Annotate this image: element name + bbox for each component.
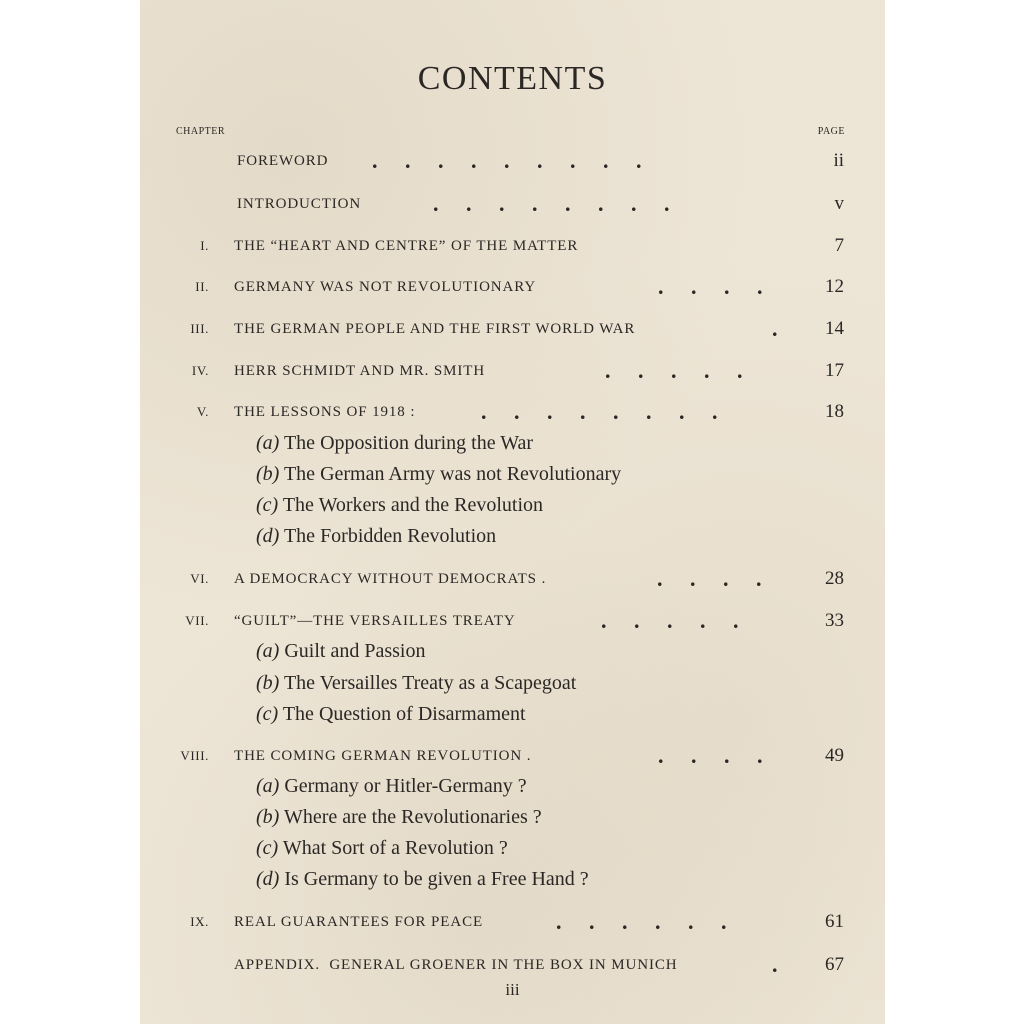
chapter-number: IV. <box>191 363 209 378</box>
toc-subentry <box>140 492 885 518</box>
leader-dots: . . . . . . . . . <box>372 148 642 173</box>
toc-entry-page: 7 <box>834 235 844 256</box>
subentry-letter: (c) <box>256 837 279 859</box>
chapter-number: IX. <box>190 914 209 929</box>
subentry-letter: (a) <box>256 775 280 797</box>
toc-entry-title: THE COMING GERMAN REVOLUTION . <box>234 748 532 764</box>
toc-entry-introduction <box>140 191 885 217</box>
subentry-letter: (b) <box>256 463 280 485</box>
chapter-number: V. <box>196 404 209 419</box>
page-folio: iii <box>505 980 520 999</box>
toc-subentry <box>140 638 885 664</box>
toc-subentry <box>140 670 885 696</box>
toc-entry-title: FOREWORD <box>237 153 329 169</box>
toc-entry-title: A DEMOCRACY WITHOUT DEMOCRATS . <box>234 571 547 587</box>
toc-entry-chapter-7 <box>140 608 885 634</box>
toc-subentry <box>140 523 885 549</box>
subentry-text: Where are the Revolutionaries ? <box>283 806 542 828</box>
toc-entry-chapter-8 <box>140 743 885 769</box>
toc-subentry <box>140 701 885 727</box>
leader-dots: . . . . . <box>601 608 739 633</box>
book-page <box>140 0 885 1024</box>
page-column-header: PAGE <box>817 126 845 137</box>
toc-entry-title: THE GERMAN PEOPLE AND THE FIRST WORLD WAR <box>234 321 636 337</box>
toc-entry-chapter-2 <box>140 274 885 300</box>
toc-entry-page: 49 <box>825 745 844 766</box>
toc-entry-page: 12 <box>825 276 844 297</box>
toc-entry-page: 17 <box>825 360 844 381</box>
leader-dots: . . . . . . . . <box>433 191 670 216</box>
toc-entry-chapter-1 <box>140 233 885 259</box>
chapter-number: VI. <box>190 571 209 586</box>
subentry-text: The German Army was not Revolutionary <box>283 463 622 485</box>
leader-dots: . . . . . . <box>556 909 727 934</box>
subentry-text: What Sort of a Revolution ? <box>282 837 508 859</box>
toc-entry-chapter-5 <box>140 399 885 425</box>
toc-entry-title: INTRODUCTION <box>237 196 362 212</box>
toc-entry-appendix <box>140 952 885 978</box>
toc-entry-title: “GUILT”—THE VERSAILLES TREATY <box>234 613 516 629</box>
toc-entry-chapter-6 <box>140 566 885 592</box>
chapter-column-header: CHAPTER <box>176 126 226 137</box>
toc-entry-foreword <box>140 148 885 174</box>
toc-entry-page: ii <box>833 150 844 171</box>
leader-dots: . . . . <box>658 274 763 299</box>
toc-entry-chapter-9 <box>140 909 885 935</box>
chapter-number: I. <box>200 238 209 253</box>
chapter-number: VIII. <box>180 748 209 763</box>
subentry-text: The Workers and the Revolution <box>282 494 544 516</box>
chapter-number: VII. <box>185 613 209 628</box>
subentry-letter: (a) <box>256 640 280 662</box>
leader-dots: . . . . . <box>605 358 743 383</box>
leader-dots: . . . . <box>658 743 763 768</box>
subentry-letter: (c) <box>256 494 279 516</box>
toc-entry-page: 61 <box>825 911 844 932</box>
chapter-number: III. <box>190 321 209 336</box>
toc-entry-chapter-3 <box>140 316 885 342</box>
toc-entry-page: 18 <box>825 401 844 422</box>
leader-dots: . . . . . . . . <box>481 399 718 424</box>
subentry-text: The Forbidden Revolution <box>283 525 497 547</box>
subentry-text: The Question of Disarmament <box>282 703 526 725</box>
subentry-letter: (a) <box>256 432 280 454</box>
subentry-letter: (c) <box>256 703 279 725</box>
subentry-letter: (b) <box>256 672 280 694</box>
toc-subentry <box>140 773 885 799</box>
toc-entry-page: 67 <box>825 954 844 975</box>
subentry-text: Is Germany to be given a Free Hand ? <box>284 868 589 890</box>
toc-entry-page: 14 <box>825 318 844 339</box>
toc-subentry <box>140 835 885 861</box>
leader-dots: . <box>772 952 778 977</box>
subentry-text: The Opposition during the War <box>283 432 534 454</box>
toc-entry-page: v <box>834 193 844 214</box>
subentry-text: Guilt and Passion <box>284 640 426 662</box>
toc-subentry <box>140 866 885 892</box>
toc-entry-title: THE “HEART AND CENTRE” OF THE MATTER <box>234 238 579 254</box>
toc-entry-page: 33 <box>825 610 844 631</box>
subentry-text: Germany or Hitler-Germany ? <box>284 775 527 797</box>
toc-subentry <box>140 461 885 487</box>
toc-entry-title: HERR SCHMIDT AND MR. SMITH <box>234 363 486 379</box>
toc-entry-page: 28 <box>825 568 844 589</box>
toc-entry-title: GERMANY WAS NOT REVOLUTIONARY <box>234 279 537 295</box>
toc-entry-title: REAL GUARANTEES FOR PEACE <box>234 914 484 930</box>
chapter-number: II. <box>195 279 209 294</box>
page-title: CONTENTS <box>417 60 608 97</box>
subentry-text: The Versailles Treaty as a Scapegoat <box>283 672 577 694</box>
toc-subentry <box>140 430 885 456</box>
subentry-letter: (b) <box>256 806 280 828</box>
leader-dots: . <box>772 316 778 341</box>
toc-entry-title: APPENDIX. GENERAL GROENER IN THE BOX IN MUNICH <box>234 957 678 973</box>
toc-subentry <box>140 804 885 830</box>
toc-entry-title: THE LESSONS OF 1918 : <box>234 404 416 420</box>
subentry-letter: (d) <box>256 868 280 890</box>
leader-dots: . . . . <box>657 566 762 591</box>
toc-entry-chapter-4 <box>140 358 885 384</box>
subentry-letter: (d) <box>256 525 280 547</box>
